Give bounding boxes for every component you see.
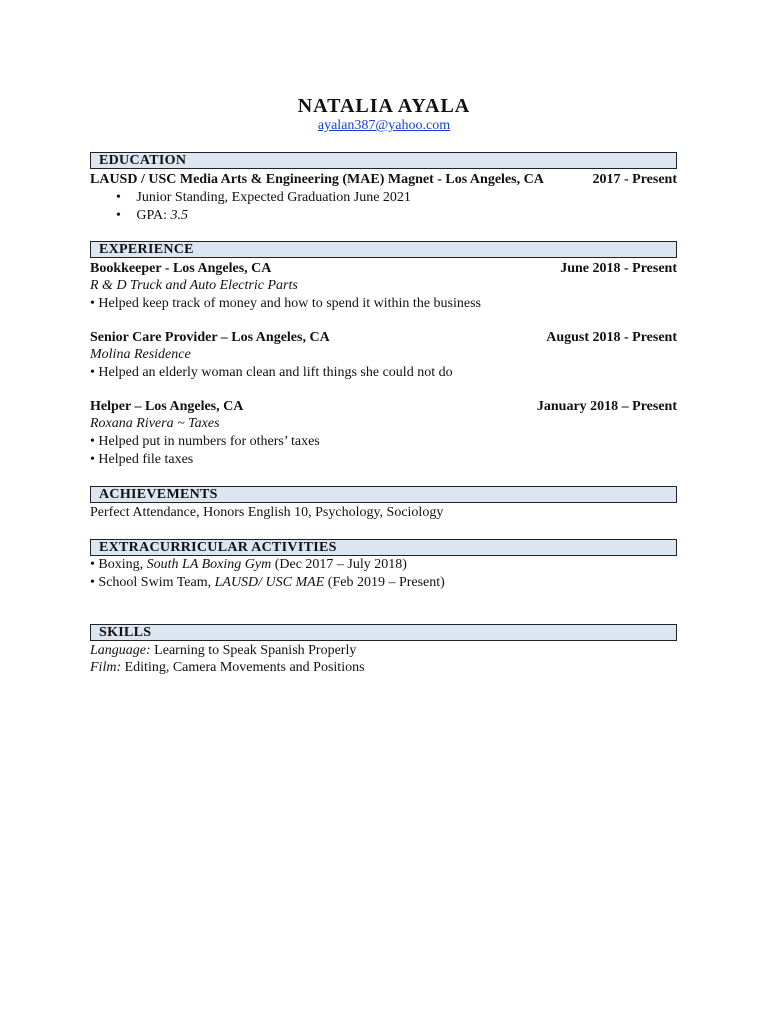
activity-item	[90, 575, 445, 591]
section-title-experience: EXPERIENCE	[99, 242, 194, 257]
job-dates: August 2018 - Present	[546, 330, 677, 345]
skill-film-value: Editing, Camera Movements and Positions	[121, 660, 365, 675]
section-bar-skills	[90, 624, 677, 641]
bullet-icon: •	[90, 365, 95, 380]
job-employer: Roxana Rivera ~ Taxes	[90, 416, 220, 431]
job-employer: Molina Residence	[90, 347, 191, 362]
section-bar-extracurricular	[90, 539, 677, 556]
skill-language-value: Learning to Speak Spanish Properly	[150, 643, 357, 658]
section-bar-education	[90, 152, 677, 169]
activity-prefix: • School Swim Team,	[90, 575, 215, 590]
gpa-label: GPA:	[136, 208, 171, 223]
job-duty: Helped an elderly woman clean and lift things she could not do	[98, 365, 453, 380]
section-title-skills: SKILLS	[99, 625, 152, 640]
bullet-icon: •	[116, 190, 121, 205]
section-title-extracurricular: EXTRACURRICULAR ACTIVITIES	[99, 540, 337, 555]
candidate-name: NATALIA AYALA	[297, 95, 471, 117]
skill-film	[90, 660, 365, 676]
job-role: Helper – Los Angeles, CA	[90, 399, 244, 414]
skill-language-label: Language:	[90, 643, 151, 658]
activity-dates: (Dec 2017 – July 2018)	[271, 557, 407, 572]
job-duty-row	[90, 434, 320, 450]
education-bullet-2	[116, 208, 188, 224]
bullet-icon: •	[90, 434, 95, 449]
gpa-value: 3.5	[170, 208, 189, 223]
activity-prefix: • Boxing,	[90, 557, 147, 572]
job-role: Senior Care Provider – Los Angeles, CA	[90, 330, 330, 345]
activity-place: LAUSD/ USC MAE	[214, 575, 325, 590]
activity-item	[90, 557, 407, 573]
education-dates: 2017 - Present	[592, 172, 677, 187]
job-duty: Helped file taxes	[98, 452, 194, 467]
job-duty: • Helped keep track of money and how to spend it within the business	[90, 296, 481, 311]
achievements-text: Perfect Attendance, Honors English 10, Psychology, Sociology	[90, 505, 444, 520]
skill-film-label: Film:	[90, 660, 122, 675]
education-school: LAUSD / USC Media Arts & Engineering (MAE) Magnet - Los Angeles, CA	[90, 172, 544, 187]
job-dates: June 2018 - Present	[560, 261, 677, 276]
job-duty-row	[90, 452, 193, 468]
skill-language	[90, 643, 356, 659]
education-standing: Junior Standing, Expected Graduation June 2021	[136, 190, 411, 205]
bullet-icon: •	[116, 208, 121, 223]
job-employer: R & D Truck and Auto Electric Parts	[90, 278, 298, 293]
job-dates: January 2018 – Present	[536, 399, 677, 414]
job-duty-row	[90, 365, 453, 381]
education-bullet-1	[116, 190, 411, 206]
activity-dates: (Feb 2019 – Present)	[324, 575, 445, 590]
section-title-achievements: ACHIEVEMENTS	[99, 487, 218, 502]
activity-place: South LA Boxing Gym	[146, 557, 272, 572]
bullet-icon: •	[90, 452, 95, 467]
email-link[interactable]: ayalan387@yahoo.com	[317, 118, 451, 133]
section-title-education: EDUCATION	[99, 153, 187, 168]
job-role: Bookkeeper - Los Angeles, CA	[90, 261, 272, 276]
section-bar-achievements	[90, 486, 677, 503]
job-duty: Helped put in numbers for others’ taxes	[98, 434, 320, 449]
section-bar-experience	[90, 241, 677, 258]
